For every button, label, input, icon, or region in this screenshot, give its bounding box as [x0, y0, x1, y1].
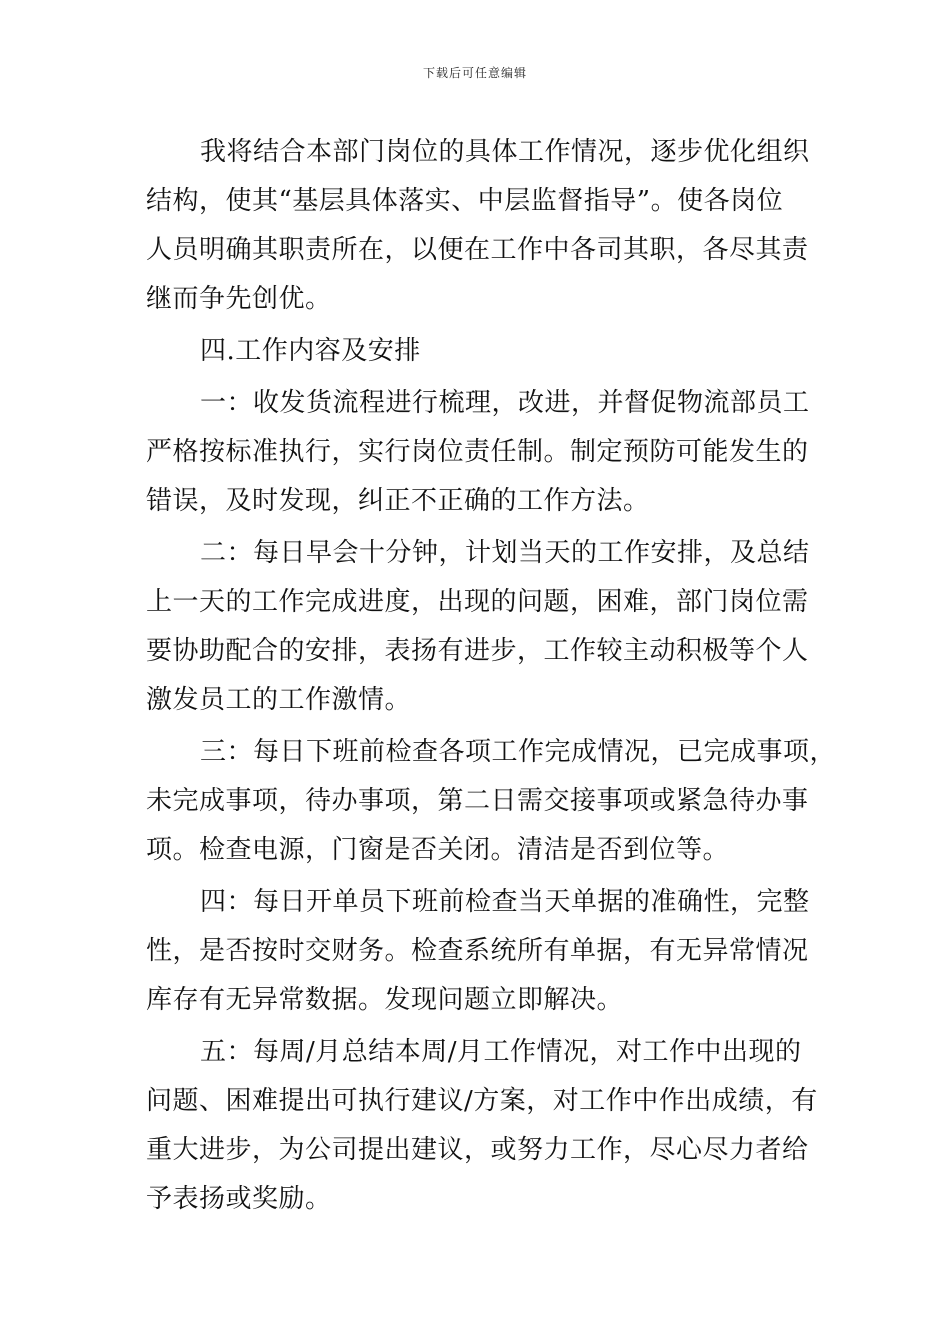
- text-line: 项。检查电源，门窗是否关闭。清洁是否到位等。: [146, 835, 730, 865]
- paragraph-item-4: [146, 878, 814, 1025]
- document-body: [146, 128, 837, 1224]
- text-line: 上一天的工作完成进度，出现的问题，困难，部门岗位需: [146, 587, 809, 617]
- paragraph-item-2: [146, 529, 814, 725]
- text-line: 库存有无异常数据。发现问题立即解决。: [146, 985, 624, 1015]
- text-line: 我将结合本部门岗位的具体工作情况，逐步优化组织: [200, 137, 810, 167]
- text-line: 三：每日下班前检查各项工作完成情况，已完成事项，: [200, 737, 837, 767]
- text-line: 错误，及时发现，纠正不正确的工作方法。: [146, 486, 650, 516]
- text-line: 一：收发货流程进行梳理，改进，并督促物流部员工: [200, 388, 810, 418]
- text-line: 五：每周/月总结本周/月工作情况，对工作中出现的: [200, 1037, 802, 1067]
- text-line: 要协助配合的安排，表扬有进步，工作较主动积极等个人: [146, 636, 809, 666]
- text-line: 未完成事项，待办事项，第二日需交接事项或紧急待办事: [146, 786, 809, 816]
- section-heading: [146, 327, 814, 376]
- text-line: 继而争先创优。: [146, 284, 332, 314]
- paragraph-org-structure: [146, 128, 814, 324]
- text-line: 人员明确其职责所在，以便在工作中各司其职，各尽其责: [146, 235, 809, 265]
- text-line: 严格按标准执行，实行岗位责任制。制定预防可能发生的: [146, 437, 809, 467]
- paragraph-item-5: [146, 1028, 818, 1224]
- text-line: 性，是否按时交财务。检查系统所有单据，有无异常情况: [146, 936, 809, 966]
- heading-line: 四.工作内容及安排: [200, 336, 421, 366]
- text-line: 予表扬或奖励。: [146, 1184, 332, 1214]
- text-line: 四：每日开单员下班前检查当天单据的准确性，完整: [200, 887, 810, 917]
- text-line: 结构，使其“基层具体落实、中层监督指导”。使各岗位: [146, 186, 784, 216]
- paragraph-item-3: [146, 728, 837, 875]
- text-line: 问题、困难提出可执行建议/方案，对工作中作出成绩，有: [146, 1086, 818, 1116]
- paragraph-item-1: [146, 379, 814, 526]
- page-header: 下载后可任意编辑: [422, 66, 527, 80]
- text-line: 二：每日早会十分钟，计划当天的工作安排，及总结: [200, 538, 810, 568]
- text-line: 重大进步，为公司提出建议，或努力工作，尽心尽力者给: [146, 1135, 809, 1165]
- text-line: 激发员工的工作激情。: [146, 685, 412, 715]
